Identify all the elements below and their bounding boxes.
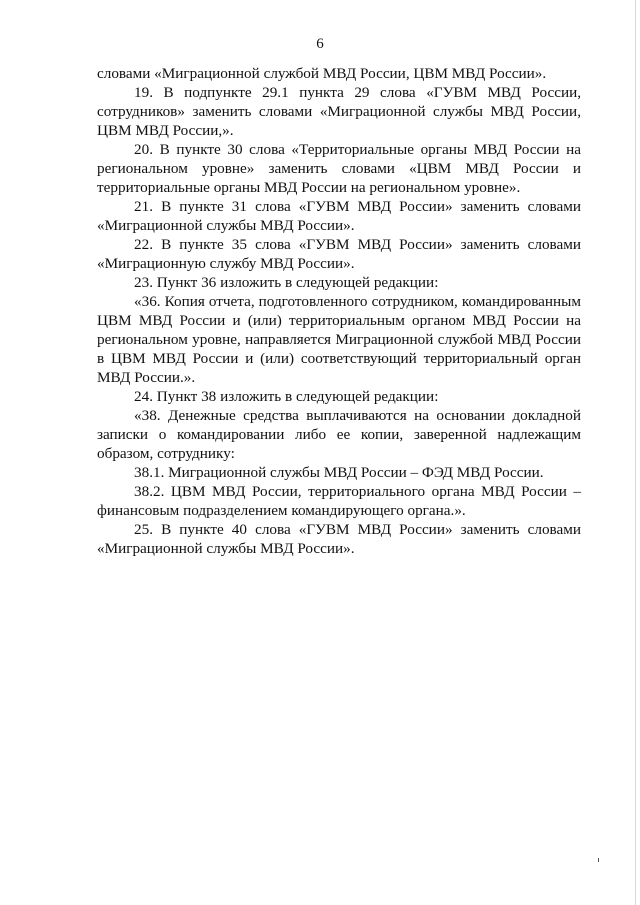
paragraph-quote-38: «38. Денежные средства выплачиваются на основании докладной записки о командировании либо ее копии, заверенной надлежащим образом, сотруднику: — [97, 407, 581, 462]
document-body — [97, 64, 581, 558]
paragraph-item-20: 20. В пункте 30 слова «Территориальные органы МВД России на региональном уровне» заменить словами «ЦВМ МВД России и территориальные органы МВД России на региональном уровне». — [97, 141, 581, 196]
scan-speck — [598, 858, 599, 862]
paragraph-item-25: 25. В пункте 40 слова «ГУВМ МВД России» заменить словами «Миграционной службы МВД России». — [97, 521, 581, 557]
paragraph-subitem-38-2: 38.2. ЦВМ МВД России, территориального органа МВД России – финансовым подразделением командирующего органа.». — [97, 483, 581, 519]
paragraph-item-24: 24. Пункт 38 изложить в следующей редакции: — [134, 388, 439, 405]
paragraph-item-22: 22. В пункте 35 слова «ГУВМ МВД России» заменить словами «Миграционную службу МВД России». — [97, 236, 581, 272]
page-number: 6 — [316, 36, 324, 52]
paragraph-item-23: 23. Пункт 36 изложить в следующей редакции: — [134, 274, 439, 291]
paragraph-item-21: 21. В пункте 31 слова «ГУВМ МВД России» заменить словами «Миграционной службы МВД России». — [97, 198, 581, 234]
page-edge — [635, 0, 636, 905]
paragraph-continuation: словами «Миграционной службой МВД России, ЦВМ МВД России». — [97, 65, 547, 82]
paragraph-quote-36: «36. Копия отчета, подготовленного сотрудником, командированным ЦВМ МВД России и (или) территориальным органом МВД России на региональном уровне, направляется Миграционной службой МВД России в ЦВМ МВД России и (или) соответствующий территориальный орган МВД России.». — [97, 293, 581, 386]
paragraph-subitem-38-1: 38.1. Миграционной службы МВД России – ФЭД МВД России. — [134, 464, 544, 481]
paragraph-item-19: 19. В подпункте 29.1 пункта 29 слова «ГУВМ МВД России, сотрудников» заменить словами «Миграционной службы МВД России, ЦВМ МВД России,». — [97, 84, 581, 139]
